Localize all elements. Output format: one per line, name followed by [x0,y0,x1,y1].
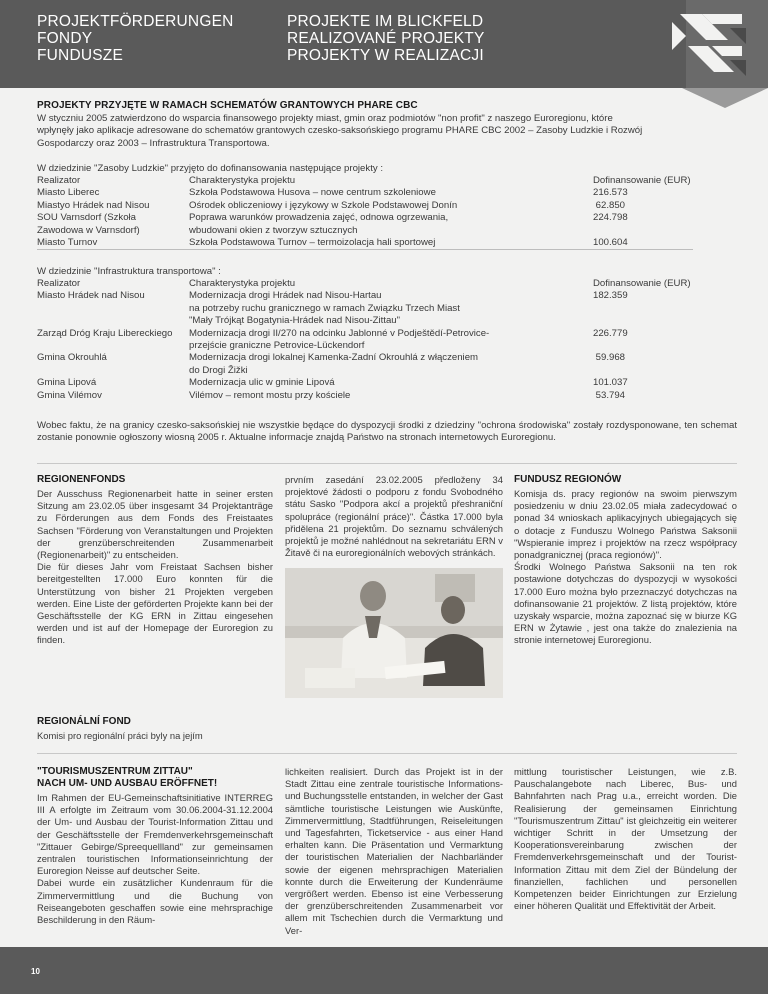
cell: Zawodowa w Varnsdorf) [37,224,140,236]
regionenfonds-column [37,474,273,647]
cell: 101.037 [593,377,628,389]
regionenfonds-title: REGIONENFONDS [37,474,126,485]
cell: wbudowani okien z tworzyw sztucznych [189,224,358,236]
regionalni-fond-text: Komisi pro regionální práci byly na jejím [37,730,203,741]
euroregion-logo-icon [642,0,768,108]
header-cell: Realizator [37,175,81,186]
regionalni-fond-block [37,716,277,742]
cell: 216.573 [593,187,628,199]
header-left-line: FUNDUSZE [37,47,123,64]
cell: do Drogi Žižki [189,364,248,376]
intro-line: W styczniu 2005 zatwierdzono do wsparcia finansowego projekty miast, gmin oraz podmiotów "non profit" z naszego Euroregionu, które [37,113,613,124]
cell: Modernizacja drogi lokalnej Kamenka-Zadní Okrouhlá z włączeniem [189,352,479,364]
table-row [37,328,693,340]
tourism-title-line2: NACH UM- UND AUSBAU ERÖFFNET! [37,778,218,789]
table-row [37,212,693,224]
cell [37,315,189,327]
header-cell: Realizator [37,278,81,289]
table2-caption: W dziedzinie "Infrastruktura transportowa" : [37,266,221,277]
cell: 226.779 [593,327,628,339]
cell: Szkoła Podstawowa Turnov – termoizolacja hali sportowej [189,237,593,250]
cell: 62.850 [593,199,626,211]
cell: Szkoła Podstawowa Husova – nowe centrum szkoleniowe [189,187,436,199]
cell: Modernizacja ulic w gminie Lipová [189,377,335,389]
section-intro [37,113,737,150]
cell [37,340,189,352]
tourism-title-line1: "TOURISMUSZENTRUM ZITTAU" [37,766,193,777]
table-row [37,290,693,302]
header-right-titles [287,13,485,64]
cell: Miasto Liberec [37,187,100,199]
footer-band [0,947,768,994]
header-cell: Dofinansowanie (EUR) [593,278,691,289]
czech-mid-text: prvním zasedání 23.02.2005 předloženy 34 projektové žádosti o podporu z fondu Svobodného státu Sasko "Podpora akcí a projektů přeshraniční spolupráce (regionální práce)". Částka 17.000 byla přidělena 21 projektům. Do seznamu schválených projektů je možné nahlédnout na sekretariátu ERN v Žitavě či na euroregionálních webových stránkách. [285,474,503,559]
table-header-row [37,175,693,187]
intro-line: Gospodarczy oraz 2003 – Infrastruktura Transportowa. [37,137,270,149]
table-row [37,352,693,364]
after-tables-paragraph: Wobec faktu, że na granicy czesko-saksońskiej nie wszystkie będące do dyspozycji środki z dziedziny "ochrona środowiska" zostały rozdysponowane, ten schemat zostanie ponownie ogłoszony wiosną 2005 r. Aktualne informacje znajdą Państwo na stronach internetowych Euroregionu. [37,420,737,444]
header-right-line: PROJEKTE IM BLICKFELD [287,13,484,30]
table-header-row [37,278,693,290]
cell [593,365,693,377]
table-row [37,303,693,315]
cell: Zarząd Dróg Kraju Libereckiego [37,327,173,339]
cell: Miasto Hrádek nad Nisou [37,290,145,302]
tourism-col3-text: mittlung touristischer Leistungen, wie z.B. Pauschalangebote nach Liberec, Bus- und Bahnfahrten nach Prag u.a., erreicht worden. Die Realisierung der gemeinsamen Einrichtung "Tourismuszentrum Zittau" ist gleichzeitig ein weiterer wichtiger Schritt in der Umsetzung der Kooperationsvereinbarung zwischen der Fremdenverkehrsgemeinschaft und der Tourist-Information Zittau mit dem Ziel der Bündelung der finanziellen, fachlichen und personellen Kompetenzen beider Einrichtungen zur Erzielung einer höheren Qualität und Effektivität der Arbeit. [514,766,737,912]
table-infrastruktura [37,278,693,402]
header-left-line: FONDY [37,30,93,47]
header-cell: Dofinansowanie (EUR) [593,175,691,186]
cell [593,340,693,352]
fundusz-title: FUNDUSZ REGIONÓW [514,474,622,485]
regionalni-fond-title: REGIONÁLNÍ FOND [37,716,131,727]
cell: Ośrodek obliczeniowy i językowy w Szkole Podstawowej Donín [189,199,458,211]
divider [37,753,737,754]
table-row [37,365,693,377]
fundusz-text2: Środki Wolnego Państwa Saksonii na ten rok postawione dotychczas do dyspozycji w wysokości 17.000 Euro można było przeznaczyć dotychczas na dofinansowanie 21 projektów. Z listą projektów, które uzyskały wsparcie, można zapoznać się w biurze KG ERN w Żytawie , jest ona także do znalezienia na stronie internetowej Euroregionu. [514,561,737,646]
header-cell: Charakterystyka projektu [189,175,296,186]
cell: Gmina Lipová [37,377,97,389]
cell [593,303,693,315]
table-row [37,200,693,212]
cell: Poprawa warunków prowadzenia zajęć, odnowa ogrzewania, [189,212,449,224]
tourism-col1-text: Im Rahmen der EU-Gemeinschaftsinitiative INTERREG III A erfolgte im Zeitraum vom 30.06.2004-31.12.2004 der Um- und Ausbau der Tourist-Information Zittau und der Geschäftsstelle der Fremdenverkehrsgemeinschaft "Zittauer Gebirge/Spreequellland" zur gemeinsamen zentralen touristischen Informationseinrichtung der Euroregion Neisse auf deutscher Seite. [37,792,273,877]
table-row [37,237,693,250]
table-zasoby-ludzkie [37,175,693,250]
fundusz-text: Komisja ds. pracy regionów na swoim pierwszym posiedzeniu w dniu 23.02.05 miała zadecydować o ponad 34 wnioskach aplikacyjnych ubiegających się o dotacje z Funduszu Wolnego Państwa Saksonii "Wspieranie imprez i projektów na rzecz współpracy ponadgranicznej (praca regionów)". [514,488,737,561]
tourism-col1-text2: Dabei wurde ein zusätzlicher Kundenraum für die Zimmervermittlung und die Buchung von Reiseangeboten geschaffen sowie eine mehrsprachige Beschilderung in den Räum- [37,877,273,926]
regionenfonds-text2: Die für dieses Jahr vom Freistaat Sachsen bisher bereitgestellten 17.000 Euro konnten für die Unterstützung von bisher 21 Projekten vergeben werden. Eine Liste der geförderten Projekte kann bei der Geschäftsstelle der KG ERN in Zittau eingesehen werden und ist auf der Homepage der Euroregion zu finden. [37,561,273,646]
cell: Modernizacja drogi II/270 na odcinku Jablonné v Podještědí-Petrovice- [189,327,490,339]
cell: 182.359 [593,290,628,302]
header-right-line: REALIZOVANÉ PROJEKTY [287,30,485,47]
cell [593,315,693,327]
table-row [37,187,693,199]
tourism-column-2 [285,766,503,937]
cell: Miastyo Hrádek nad Nisou [37,199,150,211]
cell: Miasto Turnov [37,237,189,250]
table-row [37,390,693,402]
cell: Gmina Okrouhlá [37,352,107,364]
cell: na potrzeby ruchu granicznego w ramach Związku Trzech Miast [189,302,460,314]
regionenfonds-text: Der Ausschuss Regionenarbeit hatte in seiner ersten Sitzung am 23.02.05 über insgesamt 34 Projektanträge zu Förderungen aus dem Fonds des Freistaates Sachsen "Förderung von Veranstaltungen und Projekten der grenzüberschreitenden Zusammenarbeit (Regionenarbeit)" zu entscheiden. [37,488,273,561]
cell: SOU Varnsdorf (Szkoła [37,212,136,224]
cell: przejście graniczne Petrovice-Lückendorf [189,340,365,352]
header-right-line: PROJEKTY W REALIZACJI [287,47,484,64]
cell: Vilémov – remont mostu przy kościele [189,389,351,401]
cell [37,365,189,377]
page-number: 10 [31,967,40,976]
table-row [37,377,693,389]
table-row [37,315,693,327]
intro-line: wpłynęły jako aplikacje adresowane do schematów grantowych czesko-saksońskiego programu PHARE CBC 2002 – Zasoby Ludzkie i Rozwój [37,125,643,137]
cell: 59.968 [593,352,626,364]
tourism-col2-text: lichkeiten realisiert. Durch das Projekt ist in der Stadt Zittau eine zentrale touristische Informations- und Buchungsstelle entstanden, in welcher der Gast sämtliche touristische Leistungen wie Auskünfte, Zimmervermittlung, Stadtführungen, Reiseleitungen und Tagesfahrten, Ticketservice - aus einer Hand erhalten kann. Die Präsentation und Vermarktung der touristischen Materialien der Nachbarländer sowie der eigenen mehrsprachigen Materialien konnte durch die Erweiterung der Kundenräume vergrößert werden. Ebenso ist eine Verbesserung der grenzüberschreitenden Zusammenarbeit vor allem mit Tschechien durch die Vermarktung und Ver- [285,766,503,936]
cell: Gmina Vilémov [37,389,102,401]
cell: Modernizacja drogi Hrádek nad Nisou-Hartau [189,290,382,302]
header-left-line: PROJEKTFÖRDERUNGEN [37,13,234,30]
table-row [37,340,693,352]
table-row [37,225,693,237]
cell [37,303,189,315]
meeting-photo [285,568,503,698]
cell [593,225,693,237]
tourism-column-1 [37,766,273,926]
header-cell: Charakterystyka projektu [189,278,296,289]
divider [37,463,737,464]
table1-caption: W dziedzinie "Zasoby Ludzkie" przyjęto do dofinansowania następujące projekty : [37,163,383,174]
cell: "Mały Trójkąt Bogatynia-Hrádek nad Nisou-Zittau" [189,315,401,327]
section-title: PROJEKTY PRZYJĘTE W RAMACH SCHEMATÓW GRANTOWYCH PHARE CBC [37,100,418,111]
cell: 224.798 [593,212,628,224]
tourism-column-3 [514,766,737,912]
czech-mid-column [285,474,503,559]
fundusz-column [514,474,737,647]
cell: 53.794 [593,389,626,401]
header-left-titles [37,13,234,64]
cell: 100.604 [593,237,693,250]
